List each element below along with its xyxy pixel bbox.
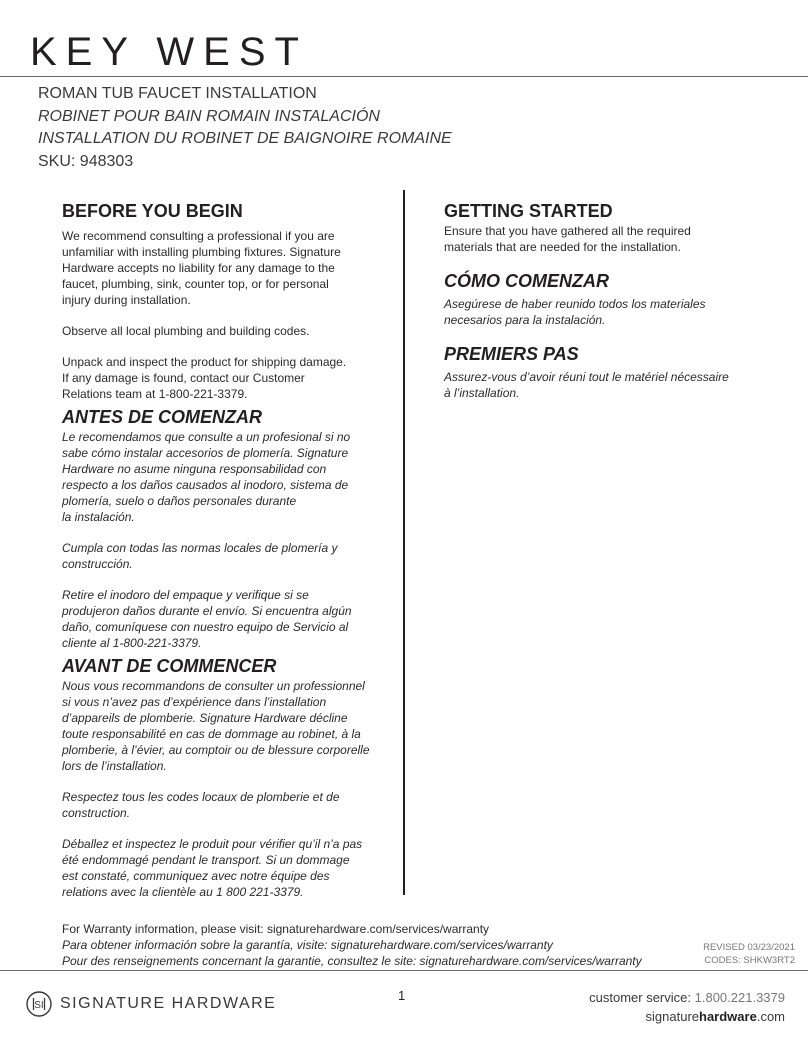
logo-mark-icon xyxy=(26,991,52,1017)
right-column xyxy=(444,199,764,401)
logo-text: SIGNATURE HARDWARE xyxy=(60,995,277,1012)
top-divider xyxy=(0,76,808,77)
revised-date: REVISED 03/23/2021 xyxy=(703,942,795,953)
website: signaturehardware.com xyxy=(645,1009,785,1024)
signature-hardware-logo xyxy=(26,991,276,1017)
fr-paragraph-2: Respectez tous les codes locaux de plomberie et de construction. xyxy=(62,790,340,820)
es-paragraph-2: Cumpla con todas las normas locales de plomería y construcción. xyxy=(62,541,338,571)
en-paragraph-2: Observe all local plumbing and building codes. xyxy=(62,324,310,338)
heading-before-you-begin: BEFORE YOU BEGIN xyxy=(62,201,243,221)
warranty-note xyxy=(62,921,642,969)
section-premiers-pas xyxy=(444,342,764,401)
customer-service-phone: 1.800.221.3379 xyxy=(694,990,785,1005)
premiers-pas-text: Assurez-vous d’avoir réuni tout le matériel nécessaire à l’installation. xyxy=(444,370,729,400)
heading-avant-de-commencer: AVANT DE COMMENCER xyxy=(62,656,277,676)
fr-paragraph-1: Nous vous recommandons de consulter un professionnel si vous n’avez pas d’expérience dans l’installation d’appareils de plomberie. Signature Hardware décline toute responsabilité en cas de dommage au robinet, à la plomberie, à l’évier, au comptoir ou de blessure corporelle lors de l’installation. xyxy=(62,679,370,773)
section-antes-de-comenzar xyxy=(62,405,382,651)
left-column xyxy=(62,199,382,900)
revision-info xyxy=(703,941,795,967)
en-paragraph-1: We recommend consulting a professional if you are unfamiliar with installing plumbing fixtures. Signature Hardware accepts no liability for any damage to the faucet, plumbing, sink, counter top, or for personal injury during installation. xyxy=(62,229,341,307)
section-getting-started xyxy=(444,199,764,255)
heading-como-comenzar: CÓMO COMENZAR xyxy=(444,271,609,291)
section-before-you-begin xyxy=(62,199,382,402)
brand-title: KEY WEST xyxy=(30,30,308,74)
heading-premiers-pas: PREMIERS PAS xyxy=(444,344,579,364)
getting-started-text: Ensure that you have gathered all the required materials that are needed for the installation. xyxy=(444,224,691,254)
section-como-comenzar xyxy=(444,269,764,328)
document-titles xyxy=(38,83,452,173)
customer-service xyxy=(589,988,785,1007)
warranty-fr: Pour des renseignements concernant la garantie, consultez le site: signaturehardware.com/services/warranty xyxy=(62,954,642,968)
warranty-es: Para obtener información sobre la garantía, visite: signaturehardware.com/services/warranty xyxy=(62,938,553,952)
customer-service-label: customer service: xyxy=(589,990,691,1005)
column-divider xyxy=(403,190,405,895)
title-fr: INSTALLATION DU ROBINET DE BAIGNOIRE ROMAINE xyxy=(38,130,452,147)
es-paragraph-1: Le recomendamos que consulte a un profesional si no sabe cómo instalar accesorios de plomería. Signature Hardware no asume ninguna responsabilidad con respecto a los daños causados al inodoro, sistema de plomería, suelo o daños personales durante la instalación. xyxy=(62,430,351,524)
en-paragraph-3: Unpack and inspect the product for shipping damage. If any damage is found, contact our Customer Relations team at 1-800-221-3379. xyxy=(62,355,347,401)
heading-getting-started: GETTING STARTED xyxy=(444,201,613,221)
como-comenzar-text: Asegúrese de haber reunido todos los materiales necesarios para la instalación. xyxy=(444,297,706,327)
title-es: ROBINET POUR BAIN ROMAIN INSTALACIÓN xyxy=(38,107,380,125)
section-avant-de-commencer xyxy=(62,654,382,900)
codes: CODES: SHKW3RT2 xyxy=(704,955,795,966)
heading-antes-de-comenzar: ANTES DE COMENZAR xyxy=(62,407,263,427)
bottom-divider xyxy=(0,970,808,971)
sku: SKU: 948303 xyxy=(38,152,134,170)
fr-paragraph-3: Déballez et inspectez le produit pour vérifier qu’il n’a pas été endommagé pendant le transport. Si un dommage est constaté, communiquez avec notre équipe des relations avec la clientèle au 1 800 221-3379. xyxy=(62,837,363,899)
svg-text:SI: SI xyxy=(34,1000,44,1011)
es-paragraph-3: Retire el inodoro del empaque y verifique si se produjeron daños durante el envío. Si encuentra algún daño, comuníquese con nuestro equipo de Servicio al cliente al 1-800-221-3379. xyxy=(62,588,352,650)
title-en: ROMAN TUB FAUCET INSTALLATION xyxy=(38,85,317,102)
contact-info xyxy=(589,988,785,1026)
page-number: 1 xyxy=(398,988,406,1003)
warranty-en: For Warranty information, please visit: signaturehardware.com/services/warranty xyxy=(62,922,490,936)
